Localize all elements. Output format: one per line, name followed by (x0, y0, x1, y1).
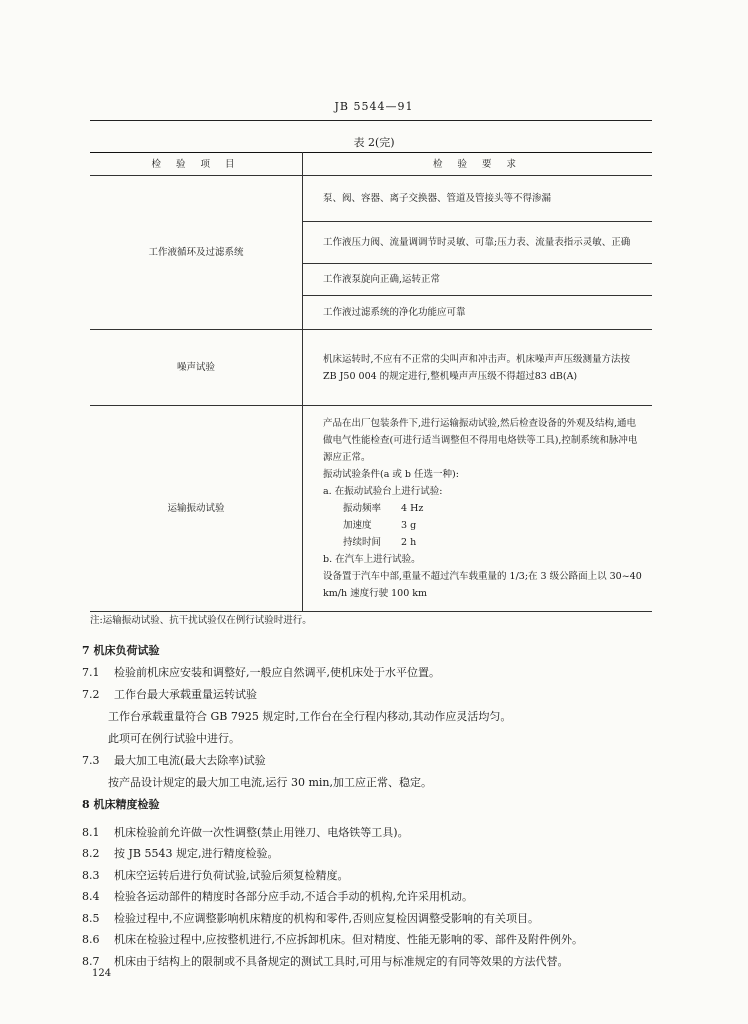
section-7 (82, 640, 672, 794)
vibration-option-a: a. 在振动试验台上进行试验: (323, 486, 443, 497)
condition-row (323, 500, 644, 517)
clause (82, 929, 672, 951)
vibration-truck-desc: 设备置于汽车中部,重量不超过汽车载重量的 1/3;在 3 级公路面上以 30~40 km/h 速度行驶 100 km (323, 571, 642, 599)
clause (82, 886, 672, 908)
condition-key: 加速度 (343, 520, 372, 531)
table-row (90, 330, 652, 406)
requirement-cell: 工作液泵旋向正确,运转正常 (303, 264, 653, 296)
condition-value: 2 h (401, 537, 417, 548)
requirement-cell: 泵、阀、容器、离子交换器、管道及管接头等不得渗漏 (303, 176, 653, 222)
standard-header: JB 5544—91 (334, 100, 414, 113)
clause-number: 7.1 (82, 666, 100, 679)
clause-number: 8.7 (82, 954, 100, 968)
condition-value: 3 g (401, 520, 417, 531)
item-cell: 噪声试验 (90, 330, 303, 406)
clause-text: 机床检验前允许做一次性调整(禁止用锉刀、电烙铁等工具)。 (114, 825, 409, 839)
clause-paragraph: 按产品设计规定的最大加工电流,运行 30 min,加工应正常、稳定。 (108, 776, 433, 789)
clause-number: 8.1 (82, 825, 100, 839)
vibration-option-b: b. 在汽车上进行试验。 (323, 554, 421, 565)
clause (82, 843, 672, 865)
clause-number: 8.4 (82, 890, 100, 903)
clause-number: 7.3 (82, 754, 100, 767)
clause-text: 检验前机床应安装和调整好,一般应自然调平,使机床处于水平位置。 (114, 666, 440, 679)
requirement-cell (303, 406, 653, 612)
inspection-table (90, 152, 652, 612)
table-note: 注:运输振动试验、抗干扰试验仅在例行试验时进行。 (90, 615, 312, 626)
clause (82, 865, 672, 887)
clause (82, 662, 672, 684)
header-rule (90, 120, 652, 121)
condition-value: 4 Hz (401, 503, 424, 514)
requirement-cell: 机床运转时,不应有不正常的尖叫声和冲击声。机床噪声声压级测量方法按 ZB J50 004 的规定进行,整机噪声声压级不得超过83 dB(A) (303, 330, 653, 406)
clause (82, 908, 672, 930)
item-cell: 工作液循环及过滤系统 (90, 176, 303, 330)
clause (82, 951, 672, 973)
clause-paragraph: 工作台承载重量符合 GB 7925 规定时,工作台在全行程内移动,其动作应灵活均匀。 (108, 710, 512, 723)
section-title: 7 机床负荷试验 (82, 644, 160, 657)
section-8 (82, 794, 672, 972)
condition-key: 振动频率 (343, 503, 382, 514)
item-cell: 运输振动试验 (90, 406, 303, 612)
table-row (90, 406, 652, 612)
condition-row (323, 517, 644, 534)
clause-text: 机床由于结构上的限制或不具备规定的测试工具时,可用与标准规定的有同等效果的方法代替。 (114, 954, 569, 968)
clause (82, 684, 672, 706)
section-title: 8 机床精度检验 (82, 798, 160, 811)
requirement-cell: 工作液压力阀、流量调调节时灵敏、可靠;压力表、流量表指示灵敏、正确 (303, 222, 653, 264)
vibration-desc: 产品在出厂包装条件下,进行运输振动试验,然后检查设备的外观及结构,通电做电气性能检查(可进行适当调整但不得用电烙铁等工具),控制系统和脉冲电源应正常。 (323, 418, 638, 463)
clause-number: 7.2 (82, 688, 100, 701)
vibration-conditions: 振动试验条件(a 或 b 任选一种): (323, 469, 459, 480)
clause-text: 机床在检验过程中,应按整机进行,不应拆卸机床。但对精度、性能无影响的零、部件及附件例外。 (114, 933, 583, 946)
col-header-requirement: 检 验 要 求 (303, 153, 653, 176)
condition-row (323, 534, 644, 551)
table-caption: 表 2(完) (353, 136, 395, 149)
clause-text: 检验过程中,不应调整影响机床精度的机构和零件,否则应复检因调整受影响的有关项目。 (114, 911, 539, 925)
clause-number: 8.6 (82, 933, 100, 946)
clause-number: 8.3 (82, 868, 100, 882)
clause-text: 按 JB 5543 规定,进行精度检验。 (114, 847, 279, 860)
clause-number: 8.2 (82, 847, 100, 860)
clause (82, 822, 672, 844)
condition-key: 持续时间 (343, 537, 382, 548)
clause-text: 检验各运动部件的精度时各部分应手动,不适合手动的机构,允许采用机动。 (114, 890, 473, 903)
col-header-item: 检 验 项 目 (90, 153, 303, 176)
table-row (90, 176, 652, 222)
table-header-row (90, 153, 652, 176)
clause-text: 机床空运转后进行负荷试验,试验后须复检精度。 (114, 868, 349, 882)
clause-text: 最大加工电流(最大去除率)试验 (114, 754, 266, 767)
clause (82, 750, 672, 772)
requirement-cell: 工作液过滤系统的净化功能应可靠 (303, 296, 653, 330)
clause-text: 工作台最大承载重量运转试验 (114, 688, 257, 701)
clause-number: 8.5 (82, 911, 100, 925)
page-number: 124 (92, 968, 112, 979)
clause-paragraph: 此项可在例行试验中进行。 (108, 732, 240, 745)
